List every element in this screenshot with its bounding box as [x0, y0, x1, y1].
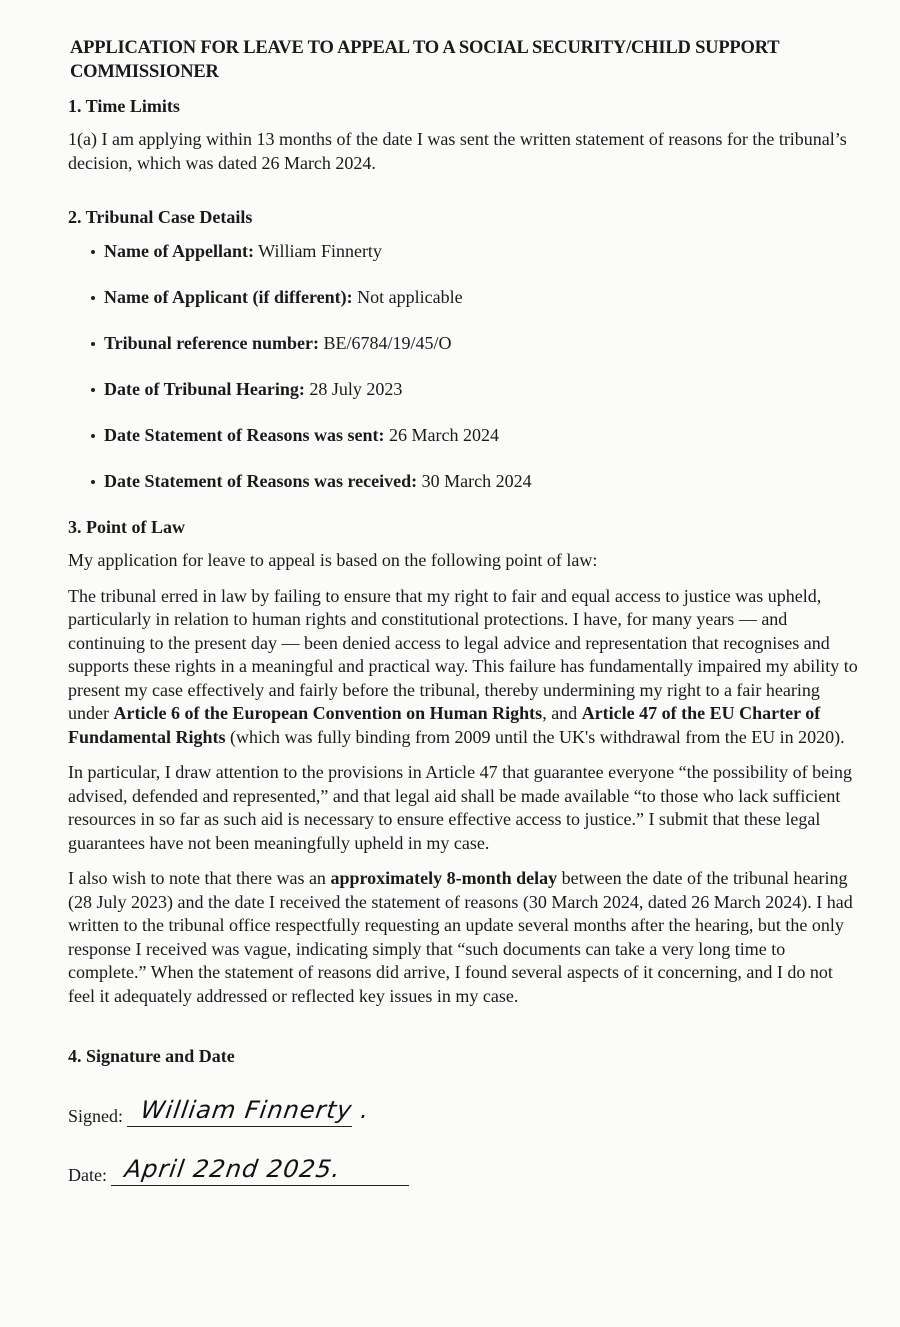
date-label: Date:	[68, 1165, 107, 1185]
date-field[interactable]	[111, 1149, 409, 1186]
point-of-law-intro: My application for leave to appeal is based on the following point of law:	[68, 550, 598, 570]
document-title: APPLICATION FOR LEAVE TO APPEAL TO A SOCIAL SECURITY/CHILD SUPPORT COMMISSIONER	[70, 38, 780, 82]
detail-reasons-sent: Date Statement of Reasons was sent: 26 March 2024	[104, 423, 858, 447]
handwritten-date: April 22nd 2025.	[123, 1155, 343, 1183]
point-of-law-paragraph-1: The tribunal erred in law by failing to ensure that my right to fair and equal access to justice was upheld, particularly in relation to human rights and constitutional protections. I have, for many years — and continuing to the present day — been denied access to legal advice and representation that recognises and supports these rights in a meaningful and practical way. This failure has fundamentally impaired my ability to present my case effectively and fairly before the tribunal, thereby undermining my right to a fair hearing under Article 6 of the European Convention on Human Rights, and Article 47 of the EU Charter of Fundamental Rights (which was fully binding from 2009 until the UK's withdrawal from the EU in 2020).	[68, 585, 858, 747]
detail-reasons-received: Date Statement of Reasons was received: 30 March 2024	[104, 469, 858, 493]
section-time-limits	[68, 94, 858, 175]
detail-applicant: Name of Applicant (if different): Not applicable	[104, 285, 858, 309]
date-row	[68, 1149, 858, 1186]
section-signature	[68, 1044, 858, 1186]
section-heading: 2. Tribunal Case Details	[68, 207, 253, 227]
case-details-list	[68, 239, 858, 493]
signed-label: Signed:	[68, 1106, 124, 1126]
detail-reference-number: Tribunal reference number: BE/6784/19/45/O	[104, 331, 858, 355]
section-point-of-law	[68, 515, 858, 1008]
detail-appellant: Name of Appellant: William Finnerty	[104, 239, 858, 263]
section-heading: 3. Point of Law	[68, 517, 185, 537]
point-of-law-paragraph-2: In particular, I draw attention to the provisions in Article 47 that guarantee everyone “the possibility of being advised, defended and represented,” and that legal aid shall be made available “to those who lack sufficient resources in so far as such aid is necessary to ensure effective access to justice.” I submit that these legal guarantees have not been meaningfully upheld in my case.	[68, 762, 853, 853]
section-heading: 1. Time Limits	[68, 96, 180, 116]
signature-field[interactable]	[127, 1090, 372, 1127]
point-of-law-paragraph-3: I also wish to note that there was an approximately 8-month delay between the date of the tribunal hearing (28 July 2023) and the date I received the statement of reasons (30 March 2024, dated 26 March 2024). I had written to the tribunal office respectfully requesting an update several months after the hearing, but the only response I received was vague, indicating simply that “such documents can take a very long time to complete.” When the statement of reasons did arrive, I found several aspects of it concerning, and I do not feel it adequately addressed or reflected key issues in my case.	[68, 868, 853, 1006]
detail-hearing-date: Date of Tribunal Hearing: 28 July 2023	[104, 377, 858, 401]
handwritten-signature: William Finnerty .	[139, 1096, 372, 1124]
section-heading: 4. Signature and Date	[68, 1046, 235, 1066]
section-case-details	[68, 205, 858, 493]
document-page	[68, 36, 858, 1186]
signed-row	[68, 1090, 858, 1127]
time-limits-text: 1(a) I am applying within 13 months of the date I was sent the written statement of reasons for the tribunal’s decision, which was dated 26 March 2024.	[68, 129, 847, 173]
